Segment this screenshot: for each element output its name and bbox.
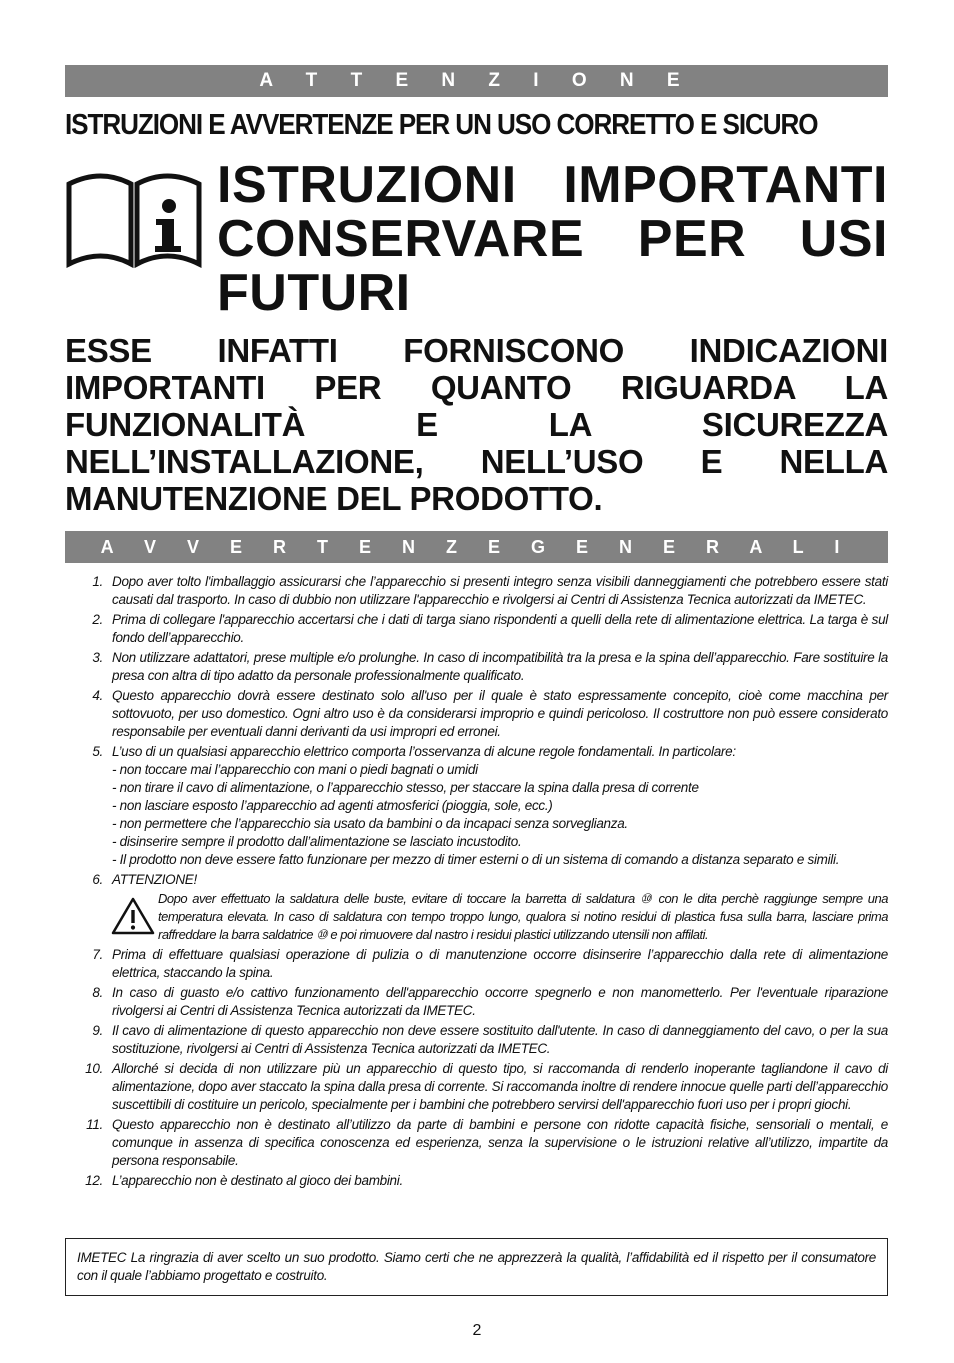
rule-line: - disinserire sempre il prodotto dall’alimentazione se lasciato incustodito. — [112, 834, 522, 849]
info-manual-icon — [65, 166, 205, 271]
lead-paragraph: ESSE INFATTI FORNISCONO INDICAZIONI IMPORTANTI PER QUANTO RIGUARDA LA FUNZIONALITÀ E LA SICUREZZA NELL’INSTALLAZIONE, NELL’USO E NELLA MANUTENZIONE DEL PRODOTTO. — [65, 332, 888, 517]
list-item: 5. L’uso di un qualsiasi apparecchio elettrico comporta l’osservanza di alcune regole fondamentali. In particolare: - non toccare mai l’apparecchio con mani o piedi bagnati o umidi - non tirare il cavo di alimentazione, o l’apparecchio stesso, per staccare la spina dalla presa di corrente - non lasciare esposto l’apparecchio ad agenti atmosferici (pioggia, sole, ecc.) - non permettere che l’apparecchio sia usato da bambini o da incapaci senza sorveglianza. - disinserire sempre il prodotto dall’alimentazione se lasciato incustodito. - Il prodotto non deve essere fatto funzionare per mezzo di timer esterni o di un sistema di comando a distanza separato e simili. — [65, 743, 888, 869]
list-item: 7. Prima di effettuare qualsiasi operazione di pulizia o di manutenzione occorre disinserire l’apparecchio dalla rete di alimentazione elettrica, staccando la spina. — [92, 947, 888, 980]
general-warnings-bar: A V V E R T E N Z E G E N E R A L I — [65, 531, 888, 563]
warnings-list — [65, 573, 888, 1190]
rule-line: - non lasciare esposto l’apparecchio ad agenti atmosferici (pioggia, sole, ecc.) — [112, 798, 553, 813]
list-item: 1. Dopo aver tolto l'imballaggio assicurarsi che l’apparecchio si presenti integro senza visibili danneggiamenti che potrebbero essere stati causati dal trasporto. In caso di dubbio non utilizzare l'apparecchio e rivolgersi ai Centri di Assistenza Tecnica autorizzati da IMETEC. — [92, 574, 888, 607]
rule-line: - non tirare il cavo di alimentazione, o l’apparecchio stesso, per staccare la spina dalla presa di corrente — [112, 780, 699, 795]
caution-text: Dopo aver effettuato la saldatura delle buste, evitare di toccare la barretta di saldatura ⑩ con le dita perchè raggiunge sempre una temperatura elevata. In caso di saldatura con tempo troppo lungo, qualora si notino residui di plastica fusa sulla barra, lasciare prima raffreddare la barra saldatrice ⑩ e poi rimuovere dal nastro i residui plastici utilizzando utensili non affilati. — [158, 891, 888, 942]
rule-line: - non toccare mai l’apparecchio con mani o piedi bagnati o umidi — [112, 762, 478, 777]
rule-line: - non permettere che l’apparecchio sia usato da bambini o da incapaci senza sorveglianza. — [112, 816, 628, 831]
list-item: 12. L’apparecchio non è destinato al gioco dei bambini. — [85, 1173, 403, 1188]
list-item: 9. Il cavo di alimentazione di questo apparecchio non deve essere sostituito dall'utente. In caso di danneggiamento del cavo, o per la sua sostituzione, rivolgersi ai Centri di Assistenza Tecnica autorizzati da IMETEC. — [92, 1023, 888, 1056]
list-item: 3. Non utilizzare adattatori, prese multiple e/o prolunghe. In caso di incompatibilità tra la presa e la spina dell’apparecchio. Fare sostituire la presa con altra di tipo adatto da personale professionalmente qualificato. — [92, 650, 888, 683]
list-item: 10. Allorché si decida di non utilizzare più un apparecchio di questo tipo, si raccomanda di renderlo inoperante tagliandone il cavo di alimentazione, dopo aver staccato la spina dalla presa di corrente. Si raccomanda inoltre di rendere innocue quelle parti dell’apparecchio suscettibili di costituire un pericolo, specialmente per i bambini che potrebbero servirsi dell'apparecchio fuori uso per i propri giochi. — [85, 1061, 888, 1112]
page — [65, 65, 888, 1192]
subtitle: ISTRUZIONI E AVVERTENZE PER UN USO CORRETTO E SICURO — [65, 109, 818, 141]
list-item: 2. Prima di collegare l'apparecchio accertarsi che i dati di targa siano rispondenti a quelli della rete di alimentazione elettrica. La targa è sul fondo dell’apparecchio. — [92, 612, 888, 645]
page-number: 2 — [472, 1322, 482, 1339]
list-item: 4. Questo apparecchio dovrà essere destinato solo all'uso per il quale è stato espressamente concepito, cioè come macchina per sottovuoto, per uso domestico. Ogni altro uso è da considerarsi improprio e quindi pericoloso. Il costruttore non può essere considerato responsabile per eventuali danni derivanti da usi impropri ed erronei. — [92, 688, 888, 739]
warning-triangle-icon — [110, 896, 156, 936]
rule-line: - Il prodotto non deve essere fatto funzionare per mezzo di timer esterni o di un sistema di comando a distanza separato e simili. — [112, 852, 840, 867]
list-item: 6. ATTENZIONE! Dopo aver effettuato la saldatura delle buste, evitare di toccare la barretta di saldatura ⑩ con le dita perchè raggiunge sempre una temperatura elevata. In caso di saldatura con tempo troppo lungo, qualora si notino residui di plastica fusa sulla barra, lasciare prima raffreddare la barra saldatrice ⑩ e poi rimuovere dal nastro i residui plastici utilizzando utensili non affilati. — [92, 872, 888, 942]
list-item: 11. Questo apparecchio non è destinato all’utilizzo da parte di bambini e persone con ridotte capacità fisiche, sensoriali o mentali, e comunque in assenza di specifica conoscenza ed esperienza, senza la supervisione o le istruzioni relative all’utilizzo, impartite da persona responsabile. — [86, 1117, 888, 1168]
important-block — [65, 158, 888, 320]
footer-note: IMETEC La ringrazia di aver scelto un suo prodotto. Siamo certi che ne apprezzerà la qualità, l’affidabilità ed il rispetto per il consumatore con il quale l’abbiamo progettato e costruito. — [65, 1238, 888, 1296]
attention-bar: A T T E N Z I O N E — [65, 65, 888, 97]
important-heading: ISTRUZIONI IMPORTANTI CONSERVARE PER USI FUTURI — [217, 156, 888, 322]
caution-block — [112, 890, 888, 944]
list-item: 8. In caso di guasto e/o cattivo funzionamento dell'apparecchio occorre spegnerlo e non manometterlo. Per l'eventuale riparazione rivolgersi ai Centri di Assistenza Tecnica autorizzati da IMETEC. — [92, 985, 888, 1018]
